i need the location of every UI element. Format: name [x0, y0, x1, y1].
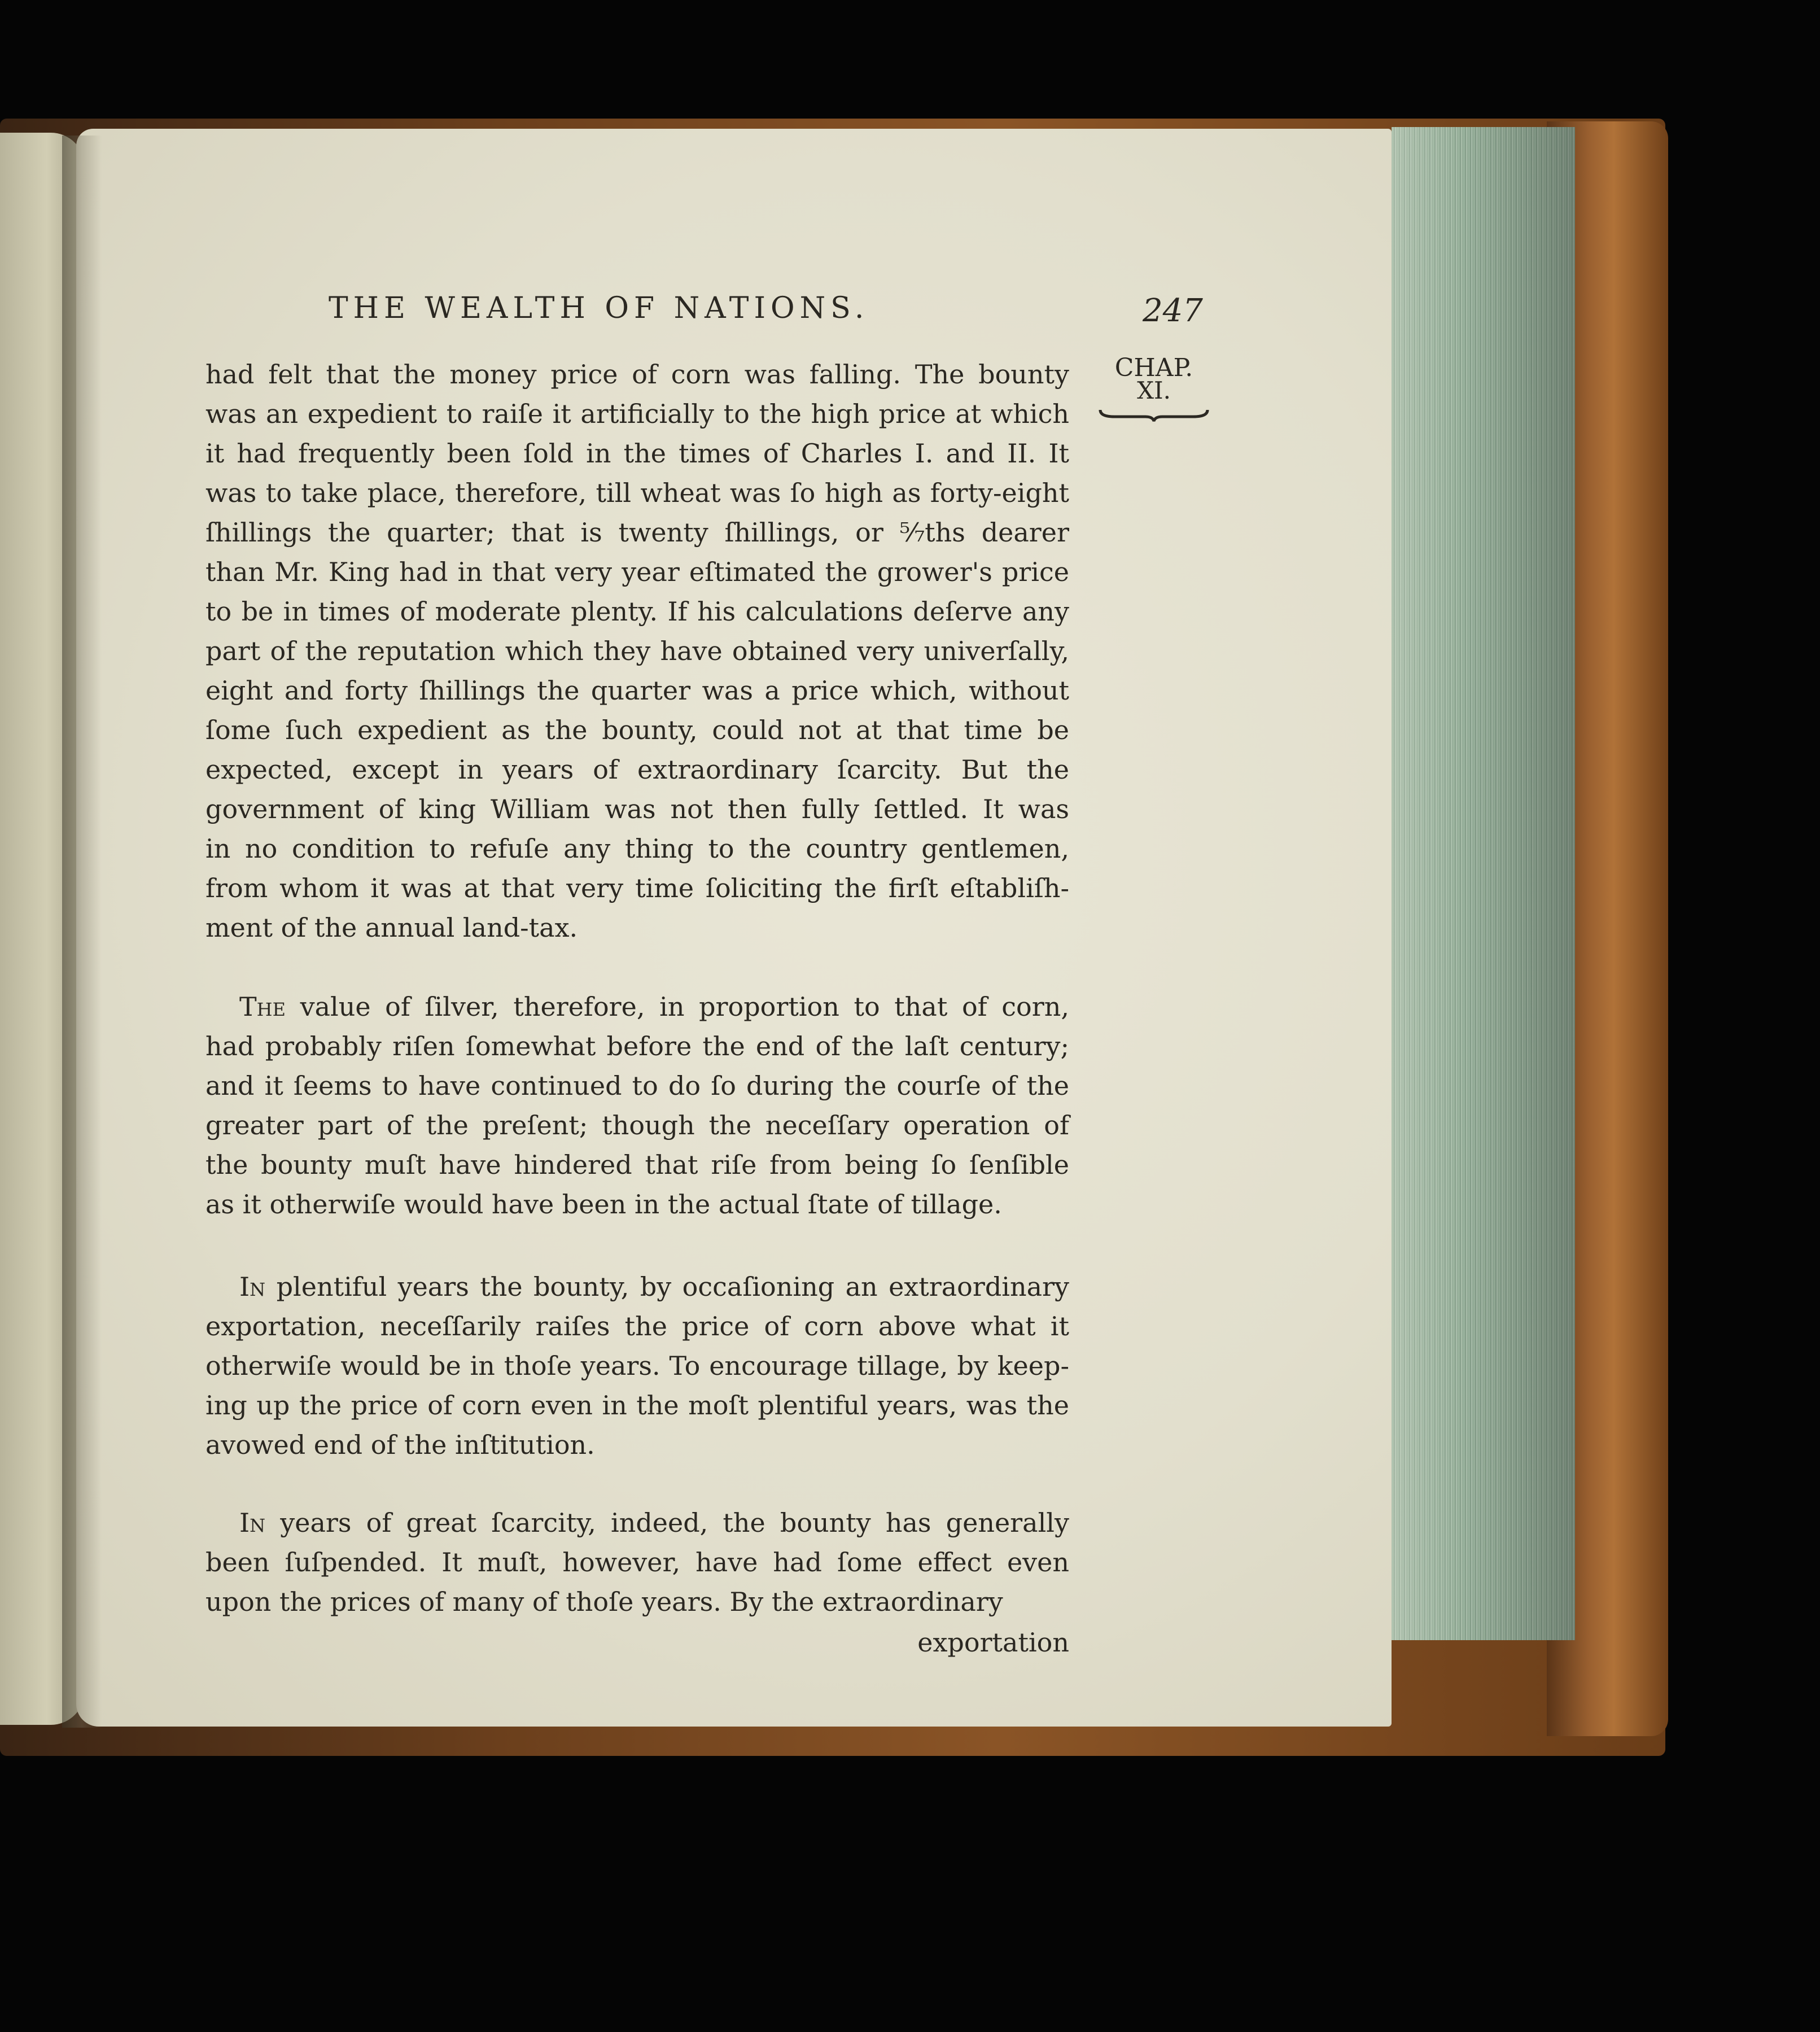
text-line [205, 434, 1069, 473]
text-line-content: plentiful years the bounty, by occaſioning an extraordinary [265, 1271, 1069, 1302]
text-line [205, 1425, 1069, 1465]
text-line-content: ſome ſuch expedient as the bounty, could not at that time be [205, 715, 1069, 745]
text-line [205, 1267, 1069, 1306]
text-line [205, 750, 1069, 789]
text-line-content: it had frequently been ſold in the times of Charles I. and II. It [205, 438, 1069, 469]
running-head: THE WEALTH OF NATIONS. [329, 291, 869, 325]
text-line-content: ſhillings the quarter; that is twenty ſhillings, or ⁵⁄₇ths dearer [205, 517, 1069, 548]
text-line [205, 1542, 1069, 1582]
text-line [205, 710, 1069, 750]
text-line-content: had probably riſen ſomewhat before the end of the laſt century; [205, 1031, 1069, 1061]
text-line-content: had felt that the money price of corn was falling. The bounty [205, 359, 1069, 390]
text-line [205, 1306, 1069, 1346]
text-line-content: was an expedient to raiſe it artificially to the high price at which [205, 399, 1069, 429]
text-line [205, 829, 1069, 868]
chap-number: XI. [1137, 377, 1171, 404]
text-line [205, 355, 1069, 394]
text-line [205, 513, 1069, 552]
chapter-margin-note [1086, 353, 1222, 422]
text-line [205, 394, 1069, 434]
page-stack-shading [1392, 127, 1575, 1640]
text-line-content: eight and forty ſhillings the quarter was a price which, without [205, 675, 1069, 706]
text-line-content: government of king William was not then fully ſettled. It was [205, 794, 1069, 824]
gutter-shadow [62, 136, 102, 1728]
text-line-content: the bounty muſt have hindered that riſe from being ſo ſenſible [205, 1150, 1069, 1180]
text-line [205, 1026, 1069, 1066]
text-line-content: was to take place, therefore, till wheat was ſo high as forty-eight [205, 478, 1069, 508]
text-line-content: otherwiſe would be in thoſe years. To encourage tillage, by keep- [205, 1351, 1069, 1381]
text-line-content: value of ſilver, therefore, in proportion to that of corn, [285, 991, 1069, 1022]
text-line-content: as it otherwiſe would have been in the actual ſtate of tillage. [205, 1189, 1002, 1220]
text-line [205, 1582, 1069, 1622]
paragraph-opening-word: In [239, 1271, 266, 1302]
paragraph-opening-word: The [239, 991, 286, 1022]
text-line-content: than Mr. King had in that very year eſtimated the grower's price [205, 557, 1069, 587]
text-line [205, 1145, 1069, 1185]
page-number: 247 [1143, 292, 1203, 329]
text-line-content: years of great ſcarcity, indeed, the bounty has generally [265, 1507, 1069, 1538]
text-line-content: in no condition to refuſe any thing to the country gentlemen, [205, 833, 1069, 864]
chap-label: CHAP. [1114, 353, 1193, 382]
text-line-content: upon the prices of many of thoſe years. By the extraordinary [205, 1587, 1003, 1617]
paragraph-2 [205, 987, 1069, 1224]
text-line-content: ing up the price of corn even in the moſt plentiful years, was the [205, 1390, 1069, 1421]
brace-ornament-icon [1097, 405, 1210, 422]
text-line [205, 473, 1069, 513]
text-line-content: expected, except in years of extraordinary ſcarcity. But the [205, 754, 1069, 785]
paragraph-opening-word: In [239, 1507, 266, 1538]
text-line [205, 908, 1069, 947]
text-line [205, 868, 1069, 908]
text-line [205, 987, 1069, 1026]
text-line-content: to be in times of moderate plenty. If his calculations deſerve any [205, 596, 1069, 627]
paragraph-4 [205, 1503, 1069, 1622]
catchword: exportation [917, 1627, 1069, 1658]
text-line-content: avowed end of the inſtitution. [205, 1430, 595, 1460]
text-line [205, 1346, 1069, 1386]
text-line [205, 552, 1069, 592]
text-line-content: ment of the annual land-tax. [205, 912, 578, 943]
text-line-content: from whom it was at that very time ſoliciting the firſt eſtabliſh- [205, 873, 1069, 903]
text-line-content: been ſuſpended. It muſt, however, have had ſome effect even [205, 1547, 1069, 1577]
text-line [205, 1105, 1069, 1145]
paragraph-1 [205, 355, 1069, 947]
text-line [205, 1386, 1069, 1425]
text-line-content: part of the reputation which they have obtained very univerſally, [205, 636, 1069, 666]
paragraph-3 [205, 1267, 1069, 1465]
text-line-content: exportation, neceſſarily raiſes the price of corn above what it [205, 1311, 1069, 1341]
text-line [205, 789, 1069, 829]
text-line [205, 1185, 1069, 1224]
text-line-content: and it ſeems to have continued to do ſo during the courſe of the [205, 1070, 1069, 1101]
text-line [205, 1503, 1069, 1542]
text-line [205, 592, 1069, 631]
text-line [205, 1066, 1069, 1105]
text-line-content: greater part of the preſent; though the neceſſary operation of [205, 1110, 1069, 1140]
text-line [205, 631, 1069, 671]
text-line [205, 671, 1069, 710]
